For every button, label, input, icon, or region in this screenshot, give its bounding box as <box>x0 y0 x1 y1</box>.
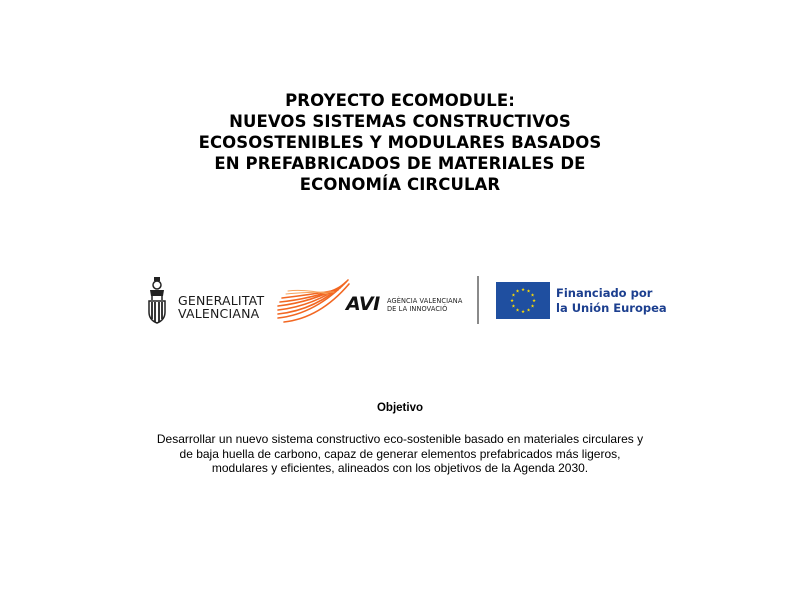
title-line: ECONOMÍA CIRCULAR <box>299 175 501 194</box>
eu-star-icon: ★ <box>530 304 535 310</box>
eu-star-icon: ★ <box>531 299 537 305</box>
logo-divider <box>477 276 479 324</box>
objective-line: modulares y eficientes, alineados con los objetivos de la Agenda 2030. <box>211 461 589 475</box>
title-line: NUEVOS SISTEMAS CONSTRUCTIVOS <box>229 112 571 131</box>
title-line: EN PREFABRICADOS DE MATERIALES DE <box>214 154 586 173</box>
avi-swoosh-icon <box>276 274 351 326</box>
eu-star-icon: ★ <box>520 310 526 316</box>
avi-logo <box>276 274 466 326</box>
eu-line1: Financiado por <box>556 286 653 300</box>
eu-line2: la Unión Europea <box>556 301 667 315</box>
eu-star-icon: ★ <box>511 304 516 310</box>
eu-star-icon: ★ <box>526 289 531 295</box>
eu-star-icon: ★ <box>515 289 520 295</box>
eu-flag-icon <box>496 282 550 319</box>
objective-line: Desarrollar un nuevo sistema constructivo eco-sostenible basado en materiales circulares y <box>156 432 644 446</box>
eu-star-icon: ★ <box>520 288 526 294</box>
avi-wordmark: AVI <box>346 293 380 315</box>
avi-sub-line2: DE LA INNOVACIÓ <box>387 305 448 313</box>
generalitat-valenciana-logo <box>146 276 271 326</box>
objective-line: de baja huella de carbono, capaz de generar elementos prefabricados más ligeros, <box>179 446 621 461</box>
eu-star-icon: ★ <box>509 299 515 305</box>
generalitat-line2: VALENCIANA <box>178 306 260 321</box>
objective-body <box>0 432 800 476</box>
eu-star-icon: ★ <box>530 293 535 299</box>
title-line: PROYECTO ECOMODULE: <box>285 91 515 110</box>
generalitat-shield-icon <box>146 276 168 324</box>
sponsor-logos <box>138 268 668 332</box>
project-title <box>0 90 800 195</box>
eu-star-icon: ★ <box>511 293 516 299</box>
generalitat-line1: GENERALITAT <box>178 293 265 308</box>
eu-star-icon: ★ <box>515 308 520 314</box>
eu-star-icon: ★ <box>526 308 531 314</box>
avi-sub-line1: AGÈNCIA VALENCIANA <box>387 297 463 305</box>
objective-heading: Objetivo <box>376 402 423 414</box>
title-line: ECOSOSTENIBLES Y MODULARES BASADOS <box>198 133 602 152</box>
